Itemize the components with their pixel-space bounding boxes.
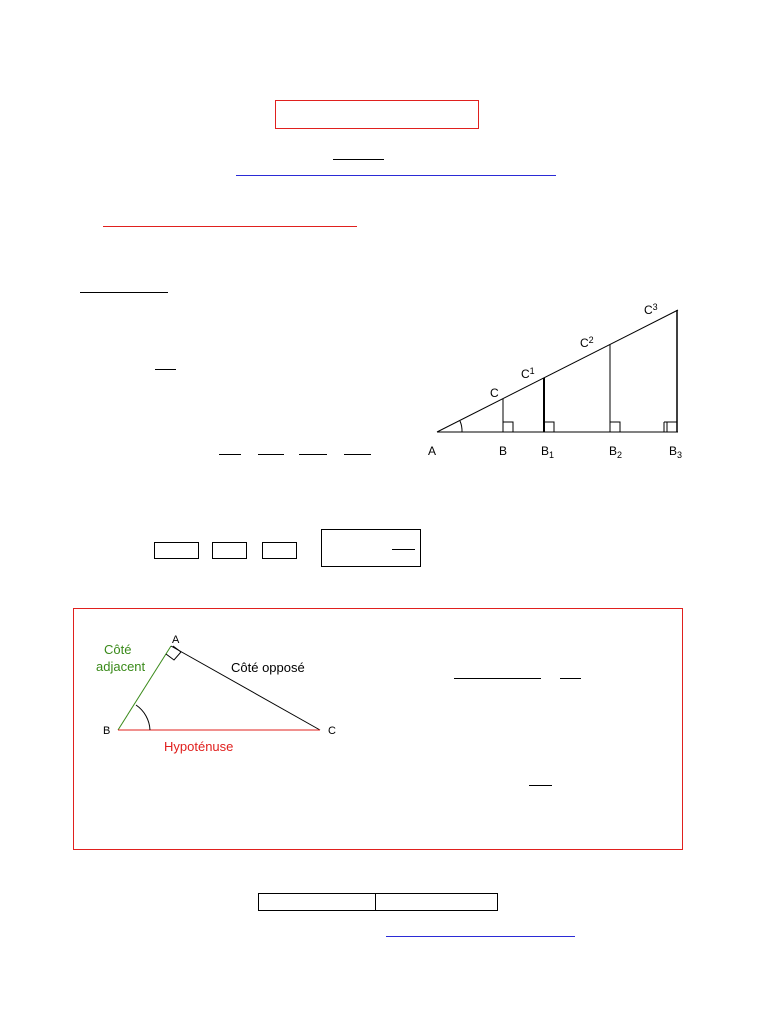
formula-box [262, 542, 297, 559]
label-b1: $B_1$ [541, 444, 555, 460]
vertex-a-label: A [172, 634, 180, 646]
subheading-underline [80, 292, 168, 293]
right-angle-mark [544, 422, 554, 432]
underline-short [333, 159, 384, 160]
vertex-b-label: B [103, 725, 111, 737]
label-b2: $B_2$ [609, 444, 623, 460]
opposite-side [171, 646, 320, 730]
right-angle-mark [166, 646, 181, 660]
right-angle-mark [503, 422, 513, 432]
section-heading-underline [103, 226, 357, 227]
label-c2: $C^2$ [580, 335, 594, 350]
bottom-link-underline[interactable] [386, 936, 575, 937]
angle-arc [460, 421, 462, 432]
label-b: B [499, 444, 508, 458]
fraction-bar [219, 454, 241, 455]
label-a: A [428, 444, 437, 458]
fraction-bar [529, 785, 552, 786]
opposite-label: Côté opposé [231, 660, 305, 675]
table-divider [375, 894, 376, 910]
label-b3: $B_3$ [669, 444, 683, 460]
label-c: C [490, 386, 499, 400]
title-box [275, 100, 479, 129]
right-triangle-figure [90, 628, 350, 758]
formula-box [212, 542, 247, 559]
result-box [321, 529, 421, 567]
fraction-bar [392, 549, 415, 550]
adjacent-label-line2: adjacent [96, 659, 146, 674]
adjacent-label-line1: Côté [104, 642, 132, 657]
right-angle-mark [610, 422, 620, 432]
label-c1: $C^1$ [521, 366, 535, 381]
fraction-bar [560, 678, 581, 679]
hypotenuse-label: Hypoténuse [164, 739, 234, 754]
link-underline[interactable] [236, 175, 556, 176]
bottom-table [258, 893, 498, 911]
fraction-bar [454, 678, 541, 679]
formula-box [154, 542, 199, 559]
angle-arc [136, 705, 150, 730]
label-c3: $C^3$ [644, 302, 658, 317]
hypotenuse-line [437, 310, 678, 432]
vertex-c-label: C [328, 725, 336, 737]
fraction-bar [258, 454, 284, 455]
fraction-bar [344, 454, 371, 455]
similar-triangles-figure [420, 298, 700, 468]
fraction-bar [155, 369, 176, 370]
fraction-bar [299, 454, 327, 455]
